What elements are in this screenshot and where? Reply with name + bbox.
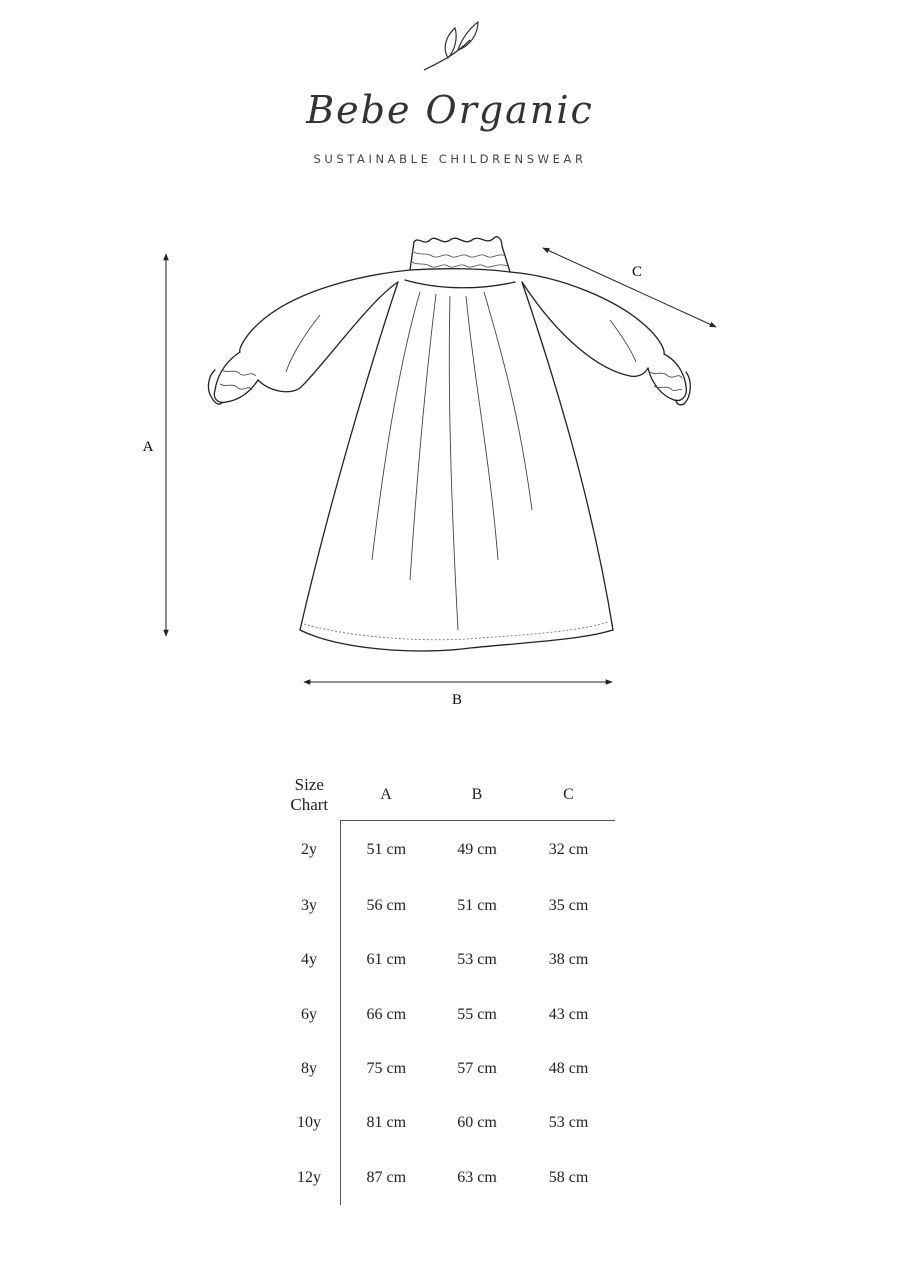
table-row bbox=[278, 1150, 615, 1204]
value-a-cell: 66 cm bbox=[366, 1005, 407, 1023]
value-c-cell: 53 cm bbox=[548, 1114, 589, 1132]
dimension-c-arrow bbox=[543, 248, 716, 327]
value-c-cell: 58 cm bbox=[548, 1168, 589, 1186]
value-a-cell: 75 cm bbox=[366, 1060, 407, 1078]
table-row bbox=[278, 1042, 615, 1096]
table-row bbox=[278, 821, 615, 880]
size-cell: 4y bbox=[278, 933, 341, 987]
value-b-cell: 57 cm bbox=[457, 1060, 497, 1078]
size-cell: 2y bbox=[278, 821, 341, 880]
table-row bbox=[278, 879, 615, 933]
size-cell: 8y bbox=[278, 1042, 341, 1096]
dress-outline bbox=[208, 237, 690, 651]
table-row bbox=[278, 988, 615, 1042]
column-header-a: A bbox=[341, 770, 432, 821]
value-b-cell: 60 cm bbox=[457, 1114, 497, 1132]
value-b-cell: 53 cm bbox=[457, 951, 497, 969]
column-header-c: C bbox=[523, 770, 615, 821]
value-c-cell: 35 cm bbox=[548, 897, 589, 915]
value-b-cell: 63 cm bbox=[457, 1168, 497, 1186]
size-cell: 10y bbox=[278, 1096, 341, 1150]
value-c-cell: 32 cm bbox=[548, 841, 589, 858]
value-a-cell: 81 cm bbox=[366, 1114, 407, 1132]
value-a-cell: 51 cm bbox=[366, 841, 407, 858]
size-chart-title bbox=[278, 770, 341, 821]
size-chart-title-line1: Size bbox=[294, 775, 324, 795]
size-cell: 3y bbox=[278, 879, 341, 933]
table-row bbox=[278, 1096, 615, 1150]
size-chart-table bbox=[278, 770, 615, 1205]
brand-name: Bebe Organic bbox=[306, 88, 594, 132]
size-cell: 12y bbox=[278, 1150, 341, 1204]
value-a-cell: 56 cm bbox=[366, 897, 407, 915]
value-c-cell: 48 cm bbox=[548, 1060, 589, 1078]
value-b-cell: 49 cm bbox=[457, 841, 497, 858]
size-chart-header-row bbox=[278, 770, 615, 821]
size-cell: 6y bbox=[278, 988, 341, 1042]
hem-stitch-line bbox=[304, 622, 608, 640]
dimension-a-label: A bbox=[142, 439, 154, 455]
brand-tagline: SUSTAINABLE CHILDRENSWEAR bbox=[313, 152, 587, 166]
size-chart-title-line2: Chart bbox=[290, 795, 329, 815]
value-a-cell: 87 cm bbox=[366, 1168, 407, 1186]
dimension-b-label: B bbox=[451, 692, 463, 708]
column-header-b: B bbox=[432, 770, 523, 821]
dimension-c-label: C bbox=[631, 264, 643, 280]
value-b-cell: 55 cm bbox=[457, 1005, 497, 1023]
value-c-cell: 43 cm bbox=[548, 1005, 589, 1023]
value-a-cell: 61 cm bbox=[366, 951, 407, 969]
fabric-folds bbox=[286, 292, 636, 630]
value-c-cell: 38 cm bbox=[548, 951, 589, 969]
value-b-cell: 51 cm bbox=[457, 897, 497, 915]
table-row bbox=[278, 933, 615, 987]
